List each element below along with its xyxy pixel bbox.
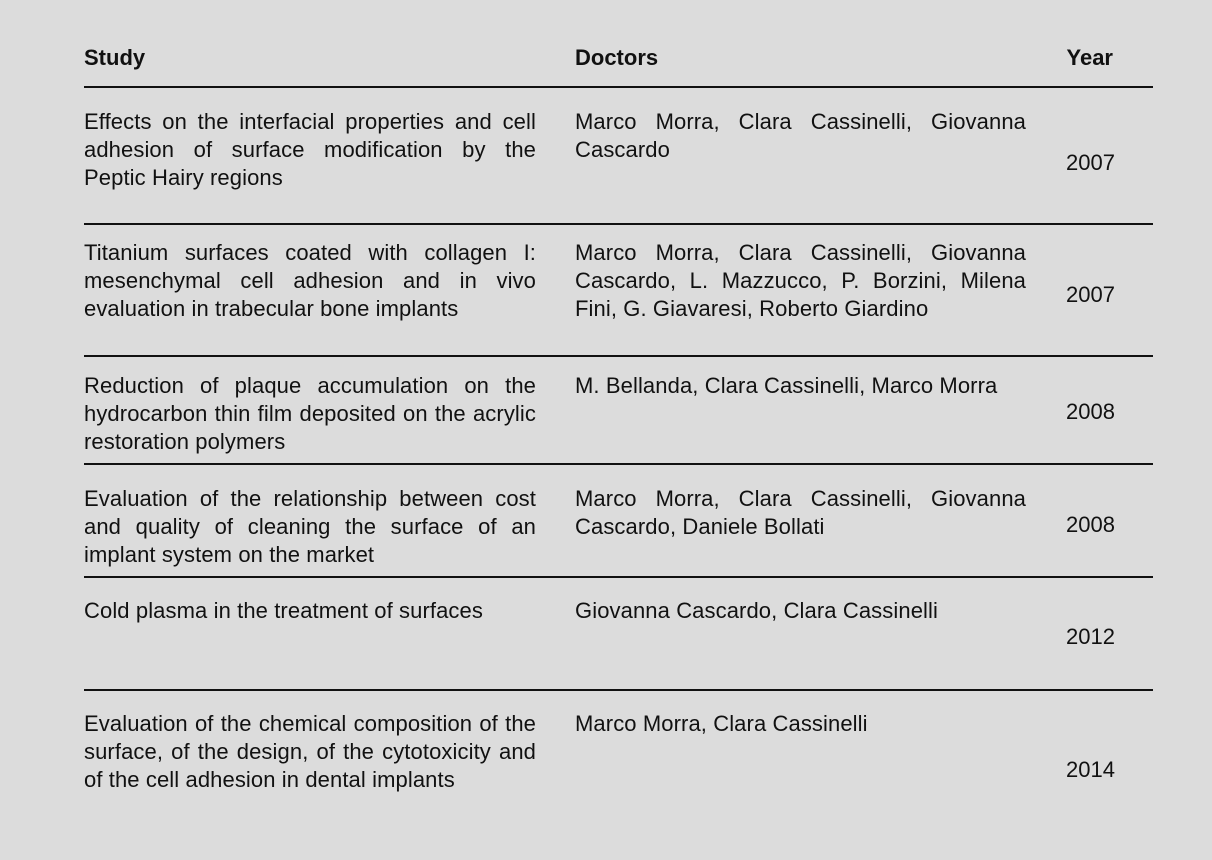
table-header	[84, 30, 1153, 88]
year-cell: 2007	[1066, 282, 1115, 307]
year-cell: 2007	[1066, 150, 1115, 175]
table-row	[84, 597, 1153, 689]
study-cell: Effects on the interfacial properties and cell adhesion of surface modification by the Peptic Hairy regions	[84, 109, 536, 190]
year-cell: 2012	[1066, 624, 1115, 649]
year-cell: 2014	[1066, 757, 1115, 782]
table-row	[84, 710, 1153, 810]
table-row	[84, 108, 1153, 224]
doctors-cell: M. Bellanda, Clara Cassinelli, Marco Morra	[575, 373, 998, 398]
row-divider	[84, 463, 1153, 465]
doctors-cell: Marco Morra, Clara Cassinelli, Giovanna Cascardo	[575, 109, 1026, 162]
table-row	[84, 372, 1153, 464]
row-divider	[84, 689, 1153, 691]
row-divider	[84, 355, 1153, 357]
row-divider	[84, 223, 1153, 225]
study-cell: Titanium surfaces coated with collagen I: mesenchymal cell adhesion and in vivo evaluation in trabecular bone implants	[84, 240, 536, 321]
header-doctors: Doctors	[575, 45, 659, 70]
table-row	[84, 239, 1153, 355]
study-cell: Evaluation of the chemical composition of the surface, of the design, of the cytotoxicity and of the cell adhesion in dental implants	[84, 711, 536, 792]
doctors-cell: Marco Morra, Clara Cassinelli	[575, 711, 868, 736]
header-study: Study	[84, 45, 146, 70]
table-row	[84, 485, 1153, 577]
study-cell: Cold plasma in the treatment of surfaces	[84, 598, 483, 623]
doctors-cell: Giovanna Cascardo, Clara Cassinelli	[575, 598, 938, 623]
year-cell: 2008	[1066, 512, 1115, 537]
study-cell: Reduction of plaque accumulation on the hydrocarbon thin film deposited on the acrylic restoration polymers	[84, 373, 536, 454]
doctors-cell: Marco Morra, Clara Cassinelli, Giovanna Cascardo, L. Mazzucco, P. Borzini, Milena Fini, G. Giavaresi, Roberto Giardino	[575, 240, 1026, 321]
study-cell: Evaluation of the relationship between cost and quality of cleaning the surface of an implant system on the market	[84, 486, 536, 567]
doctors-cell: Marco Morra, Clara Cassinelli, Giovanna Cascardo, Daniele Bollati	[575, 486, 1026, 539]
year-cell: 2008	[1066, 399, 1115, 424]
header-year: Year	[1066, 45, 1113, 70]
row-divider	[84, 576, 1153, 578]
